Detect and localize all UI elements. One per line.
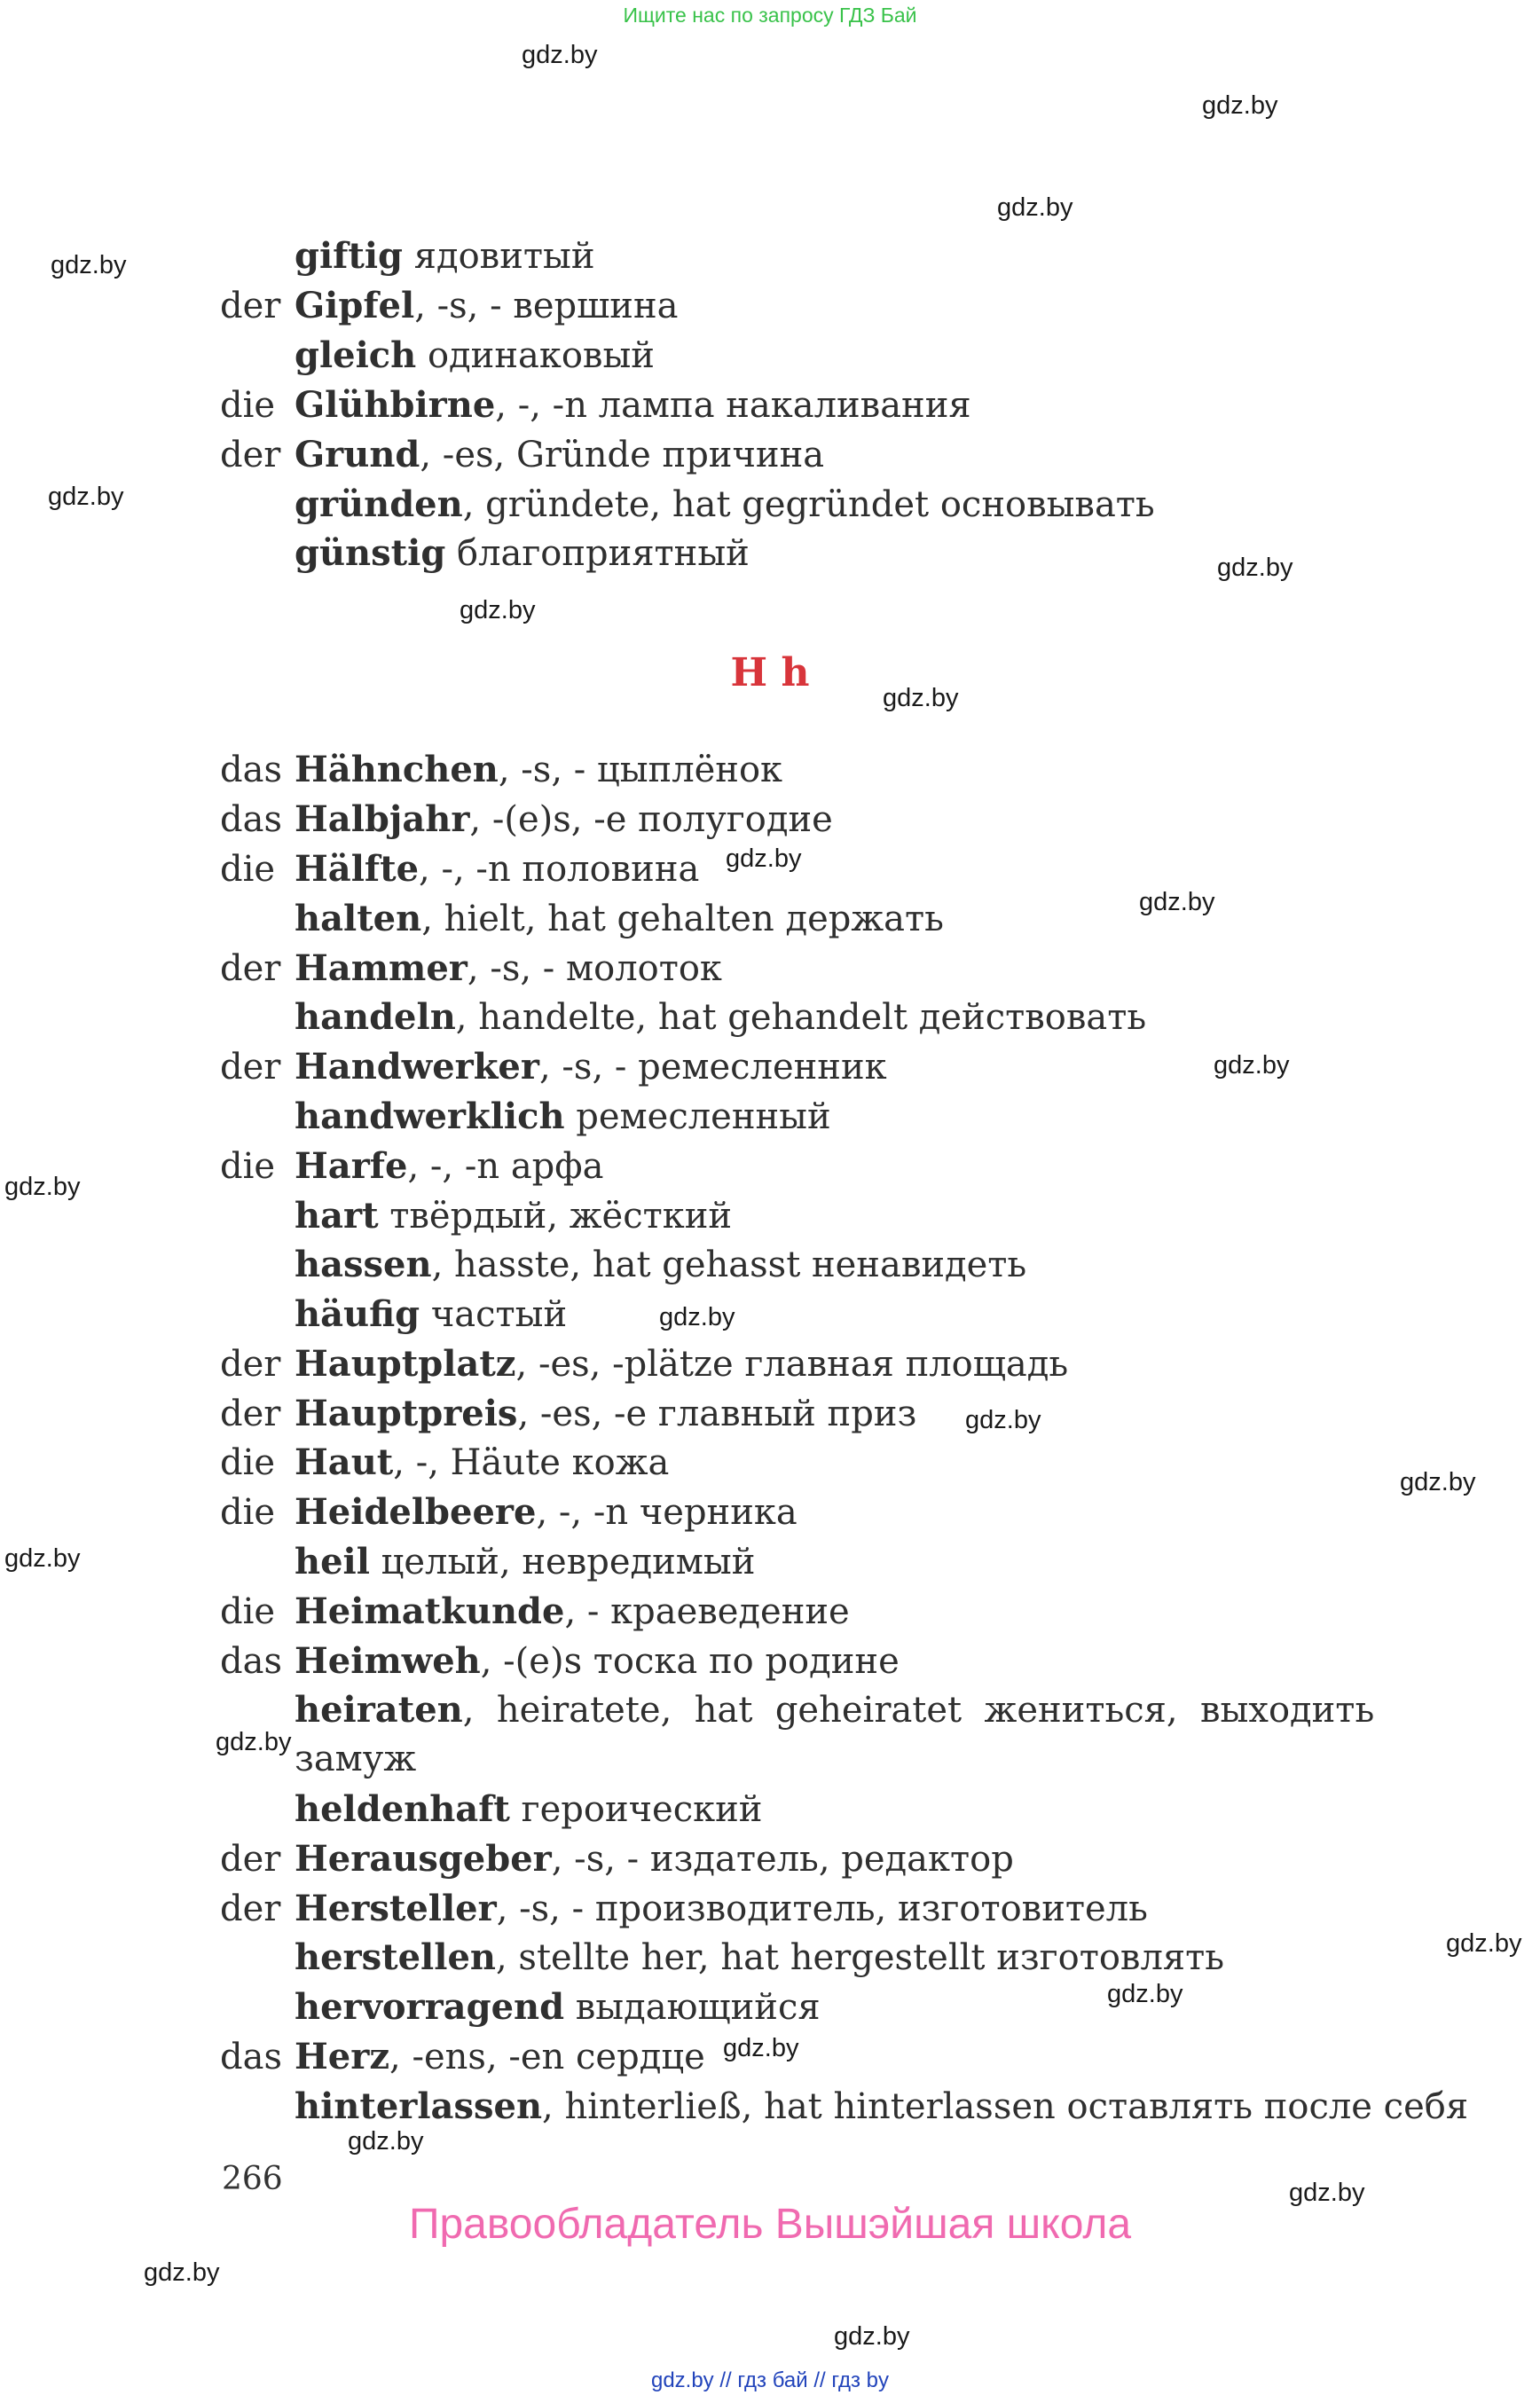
- entry: hassen, hasste, hat gehasst ненавидеть: [295, 1244, 1027, 1285]
- entry: giftig ядовитый: [295, 235, 595, 277]
- entry: gründen, gründete, hat gegründet основывать: [295, 483, 1155, 525]
- watermark: gdz.by: [1400, 1468, 1476, 1496]
- entry: der Herausgeber, -s, - издатель, редактор: [220, 1838, 1014, 1880]
- watermark: gdz.by: [883, 684, 959, 712]
- page-number: 266: [222, 2161, 283, 2197]
- entry: der Hauptplatz, -es, -plätze главная площадь: [220, 1343, 1069, 1385]
- section-letter-heading: H h: [730, 650, 810, 695]
- entry: halten, hielt, hat gehalten держать: [295, 898, 944, 939]
- watermark: gdz.by: [1214, 1051, 1290, 1080]
- entry: die Glühbirne, -, -n лампа накаливания: [220, 384, 971, 426]
- entry: herstellen, stellte her, hat hergestellt изготовлять: [295, 1936, 1224, 1978]
- watermark: gdz.by: [726, 844, 802, 873]
- entry: die Haut, -, Häute кожа: [220, 1441, 670, 1483]
- watermark: gdz.by: [48, 483, 124, 511]
- entry: das Hähnchen, -s, - цыплёнок: [220, 749, 783, 790]
- entry: gleich одинаковый: [295, 334, 655, 376]
- watermark: gdz.by: [723, 2034, 799, 2062]
- entry: heiraten, heiratete, hat geheiratet жениться, выходить: [295, 1689, 1375, 1731]
- entry: die Heimatkunde, - краеведение: [220, 1590, 850, 1632]
- entry: hart твёрдый, жёсткий: [295, 1195, 733, 1237]
- entry: der Hersteller, -s, - производитель, изготовитель: [220, 1888, 1148, 1929]
- watermark: gdz.by: [4, 1544, 81, 1573]
- entry: handeln, handelte, hat gehandelt действовать: [295, 996, 1147, 1038]
- watermark: gdz.by: [1289, 2179, 1365, 2207]
- entry: heldenhaft героический: [295, 1788, 763, 1830]
- watermark: gdz.by: [51, 251, 127, 279]
- entry: der Hauptpreis, -es, -e главный приз: [220, 1393, 917, 1434]
- watermark: gdz.by: [1107, 1980, 1183, 2008]
- watermark: gdz.by: [522, 41, 598, 69]
- top-banner: Ищите нас по запросу ГДЗ Бай: [623, 4, 917, 27]
- watermark: gdz.by: [834, 2322, 910, 2351]
- entry: hinterlassen, hinterließ, hat hinterlassen оставлять после себя: [295, 2085, 1469, 2127]
- entry: die Heidelbeere, -, -n черника: [220, 1491, 798, 1533]
- entry: der Handwerker, -s, - ремесленник: [220, 1046, 887, 1088]
- watermark: gdz.by: [4, 1173, 81, 1201]
- entry: der Hammer, -s, - молоток: [220, 947, 722, 989]
- watermark: gdz.by: [659, 1303, 735, 1331]
- entry: handwerklich ремесленный: [295, 1095, 831, 1137]
- watermark: gdz.by: [460, 596, 536, 624]
- entry: das Halbjahr, -(e)s, -e полугодие: [220, 798, 833, 840]
- entry: das Herz, -ens, -en сердце: [220, 2036, 705, 2077]
- watermark: gdz.by: [1139, 888, 1215, 916]
- entry: häufig частый: [295, 1293, 568, 1335]
- watermark: gdz.by: [216, 1728, 292, 1756]
- watermark: gdz.by: [144, 2258, 220, 2287]
- watermark: gdz.by: [348, 2127, 424, 2156]
- watermark: gdz.by: [1217, 554, 1293, 582]
- bottom-links[interactable]: gdz.by // гдз бай // гдз by: [650, 2368, 890, 2392]
- entry: heil целый, невредимый: [295, 1541, 756, 1582]
- entry: hervorragend выдающийся: [295, 1986, 821, 2028]
- watermark: gdz.by: [965, 1406, 1041, 1434]
- entry: das Heimweh, -(e)s тоска по родине: [220, 1640, 900, 1682]
- entry-continuation: замуж: [295, 1739, 417, 1779]
- entry: der Gipfel, -s, - вершина: [220, 285, 679, 326]
- copyright-notice: Правообладатель Вышэйшая школа: [408, 2201, 1132, 2248]
- entry: die Harfe, -, -n арфа: [220, 1145, 604, 1187]
- entry: günstig благоприятный: [295, 532, 750, 574]
- watermark: gdz.by: [997, 193, 1073, 222]
- entry: die Hälfte, -, -n половина: [220, 848, 700, 890]
- watermark: gdz.by: [1202, 91, 1278, 120]
- watermark: gdz.by: [1446, 1929, 1522, 1958]
- entry: der Grund, -es, Gründe причина: [220, 434, 825, 475]
